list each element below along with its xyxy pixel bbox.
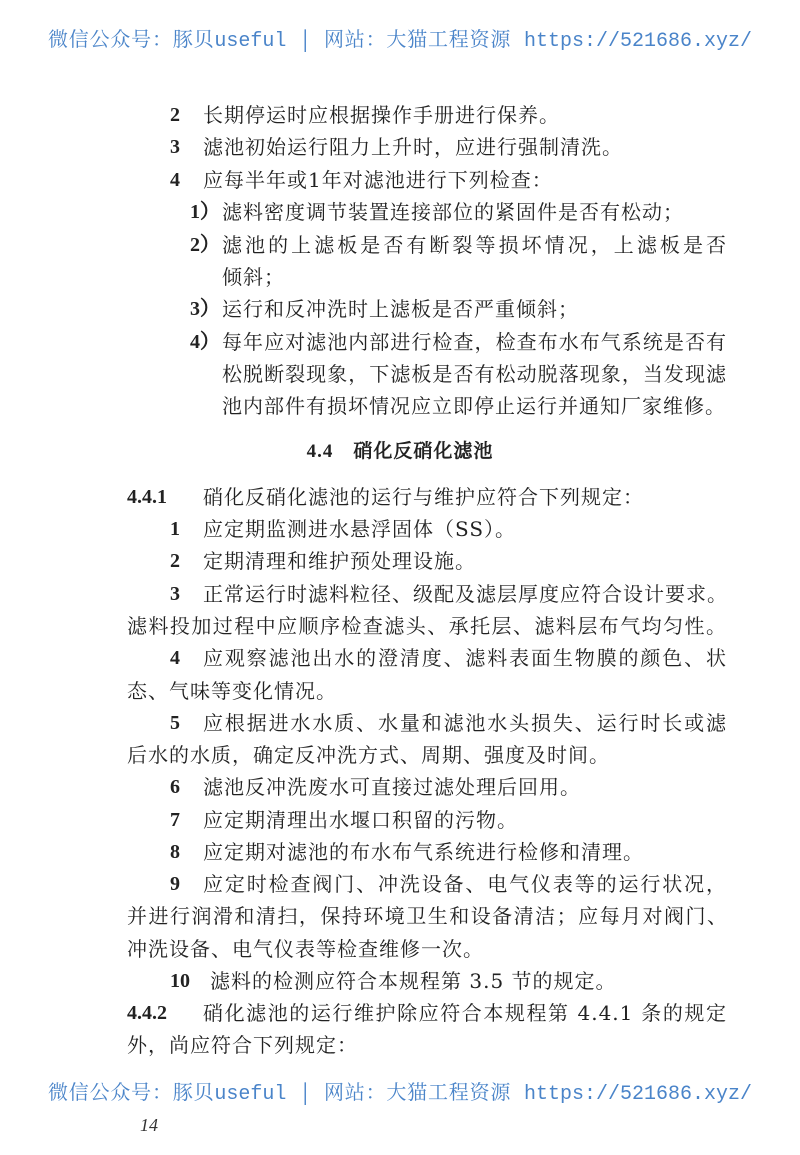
- item-number: 2: [170, 104, 180, 126]
- clause-text-cont: 外，尚应符合下列规定：: [127, 1033, 358, 1057]
- list-item: [170, 99, 727, 131]
- item-text-cont: 池内部件有损坏情况应立即停止运行并通知厂家维修。: [222, 394, 726, 418]
- sub-item: [190, 196, 727, 228]
- item-text: 每年应对滤池内部进行检查，检查布水布气系统是否有: [222, 330, 727, 354]
- page-number: 14: [140, 1115, 158, 1135]
- item-text: 滤料密度调节装置连接部位的紧固件是否有松动；: [222, 200, 684, 224]
- item-text: 滤池初始运行阻力上升时，应进行强制清洗。: [203, 135, 623, 159]
- clause-number: 4.4.2: [127, 1002, 167, 1024]
- item-text-cont: 滤料投加过程中应顺序检查滤头、承托层、滤料层布气均匀性。: [127, 614, 727, 638]
- list-item: [170, 804, 727, 836]
- sub-item: [190, 326, 727, 358]
- item-text: 滤池反冲洗废水可直接过滤处理后回用。: [203, 775, 581, 799]
- clause-text: 硝化反硝化滤池的运行与维护应符合下列规定：: [203, 485, 644, 509]
- sub-item: [190, 293, 727, 325]
- section-title: 硝化反硝化滤池: [353, 440, 494, 462]
- item-text-cont: 松脱断裂现象，下滤板是否有松动脱落现象，当发现滤: [222, 362, 727, 386]
- item-number: 8: [170, 841, 180, 863]
- item-text-cont: 倾斜；: [222, 265, 285, 289]
- list-item: [170, 707, 727, 739]
- section-number: 4.4: [306, 441, 334, 462]
- watermark-top: 微信公众号：豚贝useful │ 网站：大猫工程资源 https://521686.xyz/: [48, 30, 752, 53]
- item-text-cont: 冲洗设备、电气仪表等检查维修一次。: [127, 937, 484, 961]
- list-item: [170, 836, 727, 868]
- item-number: 3: [170, 136, 180, 158]
- item-text-cont: 并进行润滑和清扫，保持环境卫生和设备清洁；应每月对阀门、: [127, 904, 727, 928]
- item-text: 滤料的检测应符合本规程第 3.5 节的规定。: [210, 969, 617, 993]
- list-item: [170, 771, 727, 803]
- sub-item: [190, 229, 727, 261]
- item-text: 应定期监测进水悬浮固体（SS）。: [203, 517, 517, 541]
- item-number: 4）: [190, 331, 220, 353]
- item-text: 定期清理和维护预处理设施。: [203, 549, 476, 573]
- list-item: [170, 642, 727, 674]
- clause-442: [127, 997, 727, 1029]
- item-text-cont: 后水的水质，确定反冲洗方式、周期、强度及时间。: [127, 743, 610, 767]
- item-text: 运行和反冲洗时上滤板是否严重倾斜；: [222, 297, 579, 321]
- item-text: 长期停运时应根据操作手册进行保养。: [203, 103, 560, 127]
- item-text: 应观察滤池出水的澄清度、滤料表面生物膜的颜色、状: [203, 646, 727, 670]
- list-item: [170, 868, 727, 900]
- item-number: 2: [170, 550, 180, 572]
- list-item: [170, 513, 727, 545]
- item-text: 应定时检查阀门、冲洗设备、电气仪表等的运行状况，: [203, 872, 727, 896]
- item-number: 1）: [190, 201, 220, 223]
- list-item: [170, 965, 727, 997]
- clause-441: [127, 481, 727, 513]
- item-number: 9: [170, 873, 180, 895]
- section-heading: [0, 435, 800, 468]
- list-item: [170, 164, 727, 196]
- item-text: 应每半年或1年对滤池进行下列检查：: [203, 168, 553, 192]
- item-number: 6: [170, 776, 180, 798]
- item-text: 正常运行时滤料粒径、级配及滤层厚度应符合设计要求。: [203, 582, 728, 606]
- item-number: 3: [170, 583, 180, 605]
- item-text: 应根据进水水质、水量和滤池水头损失、运行时长或滤: [203, 711, 727, 735]
- clause-text: 硝化滤池的运行维护除应符合本规程第 4.4.1 条的规定: [203, 1001, 727, 1025]
- item-number: 5: [170, 712, 180, 734]
- item-text: 滤池的上滤板是否有断裂等损坏情况，上滤板是否: [222, 233, 727, 257]
- clause-number: 4.4.1: [127, 486, 167, 508]
- watermark-bottom: 微信公众号：豚贝useful │ 网站：大猫工程资源 https://521686.xyz/: [48, 1083, 752, 1106]
- item-text: 应定期清理出水堰口积留的污物。: [203, 808, 518, 832]
- list-item: [170, 131, 727, 163]
- list-item: [170, 545, 727, 577]
- item-number: 3）: [190, 298, 220, 320]
- item-number: 4: [170, 647, 180, 669]
- item-text: 应定期对滤池的布水布气系统进行检修和清理。: [203, 840, 644, 864]
- item-number: 1: [170, 518, 180, 540]
- list-item: [170, 578, 728, 610]
- item-number: 10: [170, 970, 190, 992]
- item-text-cont: 态、气味等变化情况。: [127, 679, 337, 703]
- item-number: 4: [170, 169, 180, 191]
- item-number: 7: [170, 809, 180, 831]
- item-number: 2）: [190, 234, 220, 256]
